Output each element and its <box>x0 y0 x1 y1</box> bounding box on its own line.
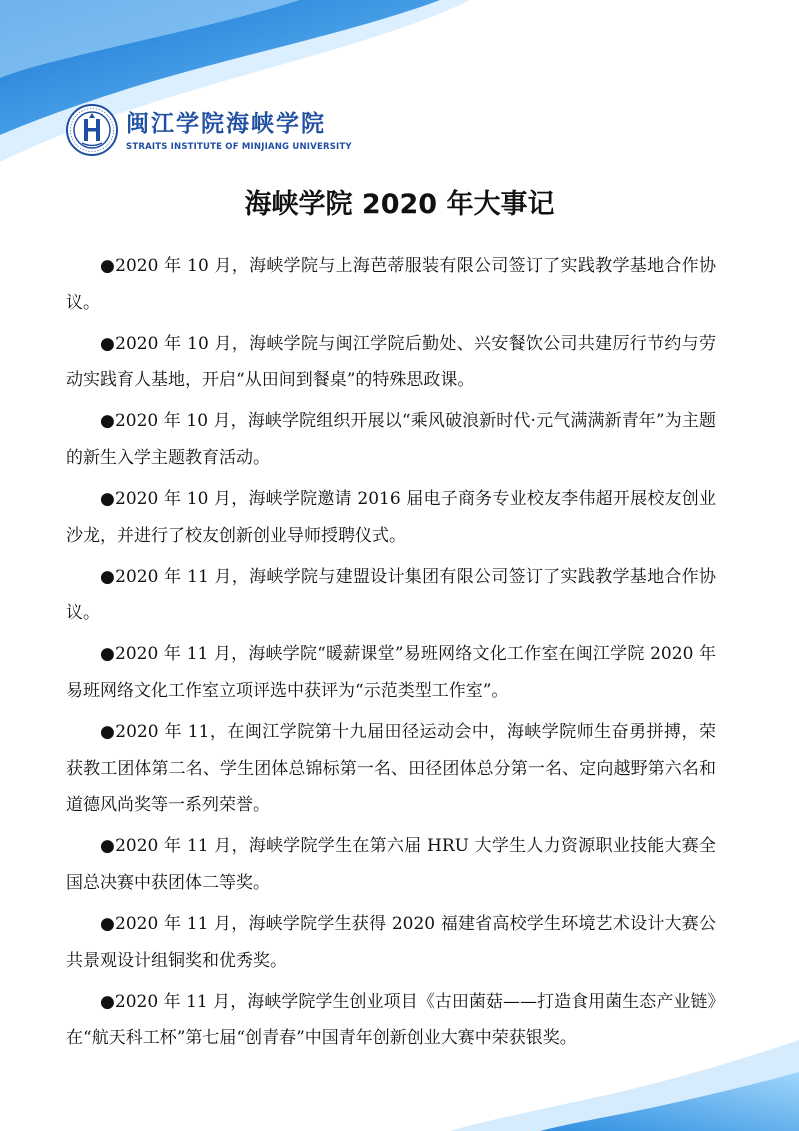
event-item: ●2020 年 11 月，海峡学院学生获得 2020 福建省高校学生环境艺术设计大赛公共景观设计组铜奖和优秀奖。 <box>66 914 716 971</box>
logo-chinese-name: 闽江学院海峡学院 <box>126 109 326 137</box>
event-item: ●2020 年 11 月，海峡学院与建盟设计集团有限公司签订了实践教学基地合作协议。 <box>66 566 716 624</box>
event-item: ●2020 年 11 月，海峡学院学生在第六届 HRU 大学生人力资源职业技能大赛全国总决赛中获团体二等奖。 <box>66 836 716 893</box>
institution-logo <box>66 100 352 160</box>
event-item: ●2020 年 10 月，海峡学院组织开展以“乘风破浪新时代·元气满满新青年”为主题的新生入学主题教育活动。 <box>66 411 716 468</box>
event-item: ●2020 年 11 月，海峡学院“暖薪课堂”易班网络文化工作室在闽江学院 2020 年易班网络文化工作室立项评选中获评为“示范类型工作室”。 <box>66 644 716 702</box>
event-item: ●2020 年 11，在闽江学院第十九届田径运动会中，海峡学院师生奋勇拼搏，荣获教工团体第二名、学生团体总锦标第一名、田径团体总分第一名、定向越野第六名和道德风尚奖等一系列荣誉。 <box>66 722 716 816</box>
university-emblem-icon <box>66 104 118 156</box>
event-list <box>66 248 716 1061</box>
event-item: ●2020 年 10 月，海峡学院与闽江学院后勤处、兴安餐饮公司共建厉行节约与劳动实践育人基地，开启“从田间到餐桌”的特殊思政课。 <box>66 333 716 391</box>
event-item: ●2020 年 10 月，海峡学院邀请 2016 届电子商务专业校友李伟超开展校友创业沙龙，并进行了校友创新创业导师授聘仪式。 <box>66 489 716 546</box>
page-title: 海峡学院 2020 年大事记 <box>244 189 555 220</box>
event-item: ●2020 年 11 月，海峡学院学生创业项目《古田菌菇——打造食用菌生态产业链》在“航天科工杯”第七届“创青春”中国青年创新创业大赛中荣获银奖。 <box>66 991 716 1049</box>
logo-english-name: STRAITS INSTITUTE OF MINJIANG UNIVERSITY <box>126 141 352 152</box>
event-item: ●2020 年 10 月，海峡学院与上海芭蒂服装有限公司签订了实践教学基地合作协议。 <box>66 256 716 313</box>
